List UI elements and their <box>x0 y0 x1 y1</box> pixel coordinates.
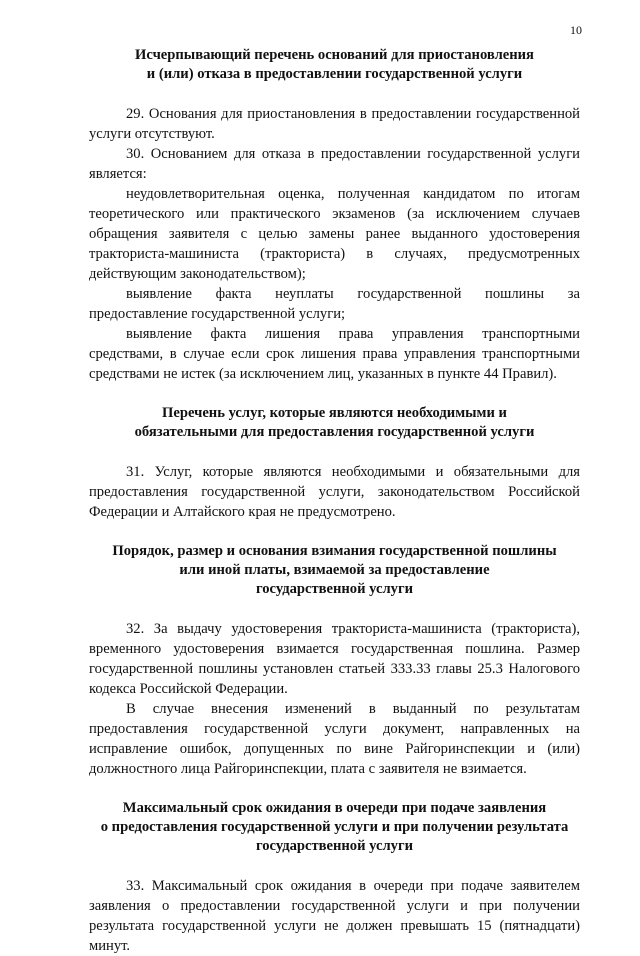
heading-line: государственной услуги <box>255 581 414 597</box>
heading-line: Перечень услуг, которые являются необходимыми и <box>162 405 507 421</box>
heading-line: Максимальный срок ожидания в очереди при подаче заявления <box>122 800 547 816</box>
paragraph: 32. За выдачу удостоверения тракториста-машиниста (тракториста), временного удостоверения взимается государственная пошлина. Размер государственной пошлины установлен статьей 333.33 главы 25.3 Налогового кодекса Российской Федерации. <box>89 621 580 697</box>
section-heading <box>89 404 580 442</box>
section-heading <box>89 799 580 856</box>
paragraph: В случае внесения изменений в выданный по результатам предоставления государственной услуги документ, направленных на исправление ошибок, допущенных по вине Райгоринспекции и (или) должностного лица Райгоринспекции, плата с заявителя не взимается. <box>89 701 580 777</box>
heading-line: о предоставления государственной услуги и при получении результата <box>100 819 569 835</box>
section-heading <box>89 46 580 84</box>
heading-line: или иной платы, взимаемой за предоставление <box>179 562 490 578</box>
paragraph: 29. Основания для приостановления в предоставлении государственной услуги отсутствуют. <box>89 106 580 142</box>
paragraph: выявление факта неуплаты государственной пошлины за предоставление государственной услуги; <box>89 286 580 322</box>
paragraph: 31. Услуг, которые являются необходимыми и обязательными для предоставления государственной услуги, законодательством Российской Федерации и Алтайского края не предусмотрено. <box>89 464 580 520</box>
section-heading <box>89 542 580 599</box>
heading-line: Порядок, размер и основания взимания государственной пошлины <box>112 543 557 559</box>
heading-line: и (или) отказа в предоставлении государственной услуги <box>146 66 523 82</box>
page-number: 10 <box>570 23 582 37</box>
page-content <box>89 46 580 956</box>
paragraph: 33. Максимальный срок ожидания в очереди при подаче заявителем заявления о предоставлении государственной услуги и при получении результата государственной услуги не должен превышать 15 (пятнадцати) минут. <box>89 878 580 954</box>
paragraph: неудовлетворительная оценка, полученная кандидатом по итогам теоретического или практического экзаменов (за исключением случаев обращения заявителя с целью замены ранее выданного удостоверения тракториста-машиниста (тракториста) в случаях, предусмотренных действующим законодательством); <box>89 186 580 282</box>
heading-line: Исчерпывающий перечень оснований для приостановления <box>135 47 534 63</box>
paragraph: выявление факта лишения права управления транспортными средствами, в случае если срок лишения права управления транспортными средствами не истек (за исключением лиц, указанных в пункте 44 Правил). <box>89 326 580 382</box>
heading-line: обязательными для предоставления государственной услуги <box>134 424 535 440</box>
heading-line: государственной услуги <box>255 838 414 854</box>
paragraph: 30. Основанием для отказа в предоставлении государственной услуги является: <box>89 146 580 182</box>
